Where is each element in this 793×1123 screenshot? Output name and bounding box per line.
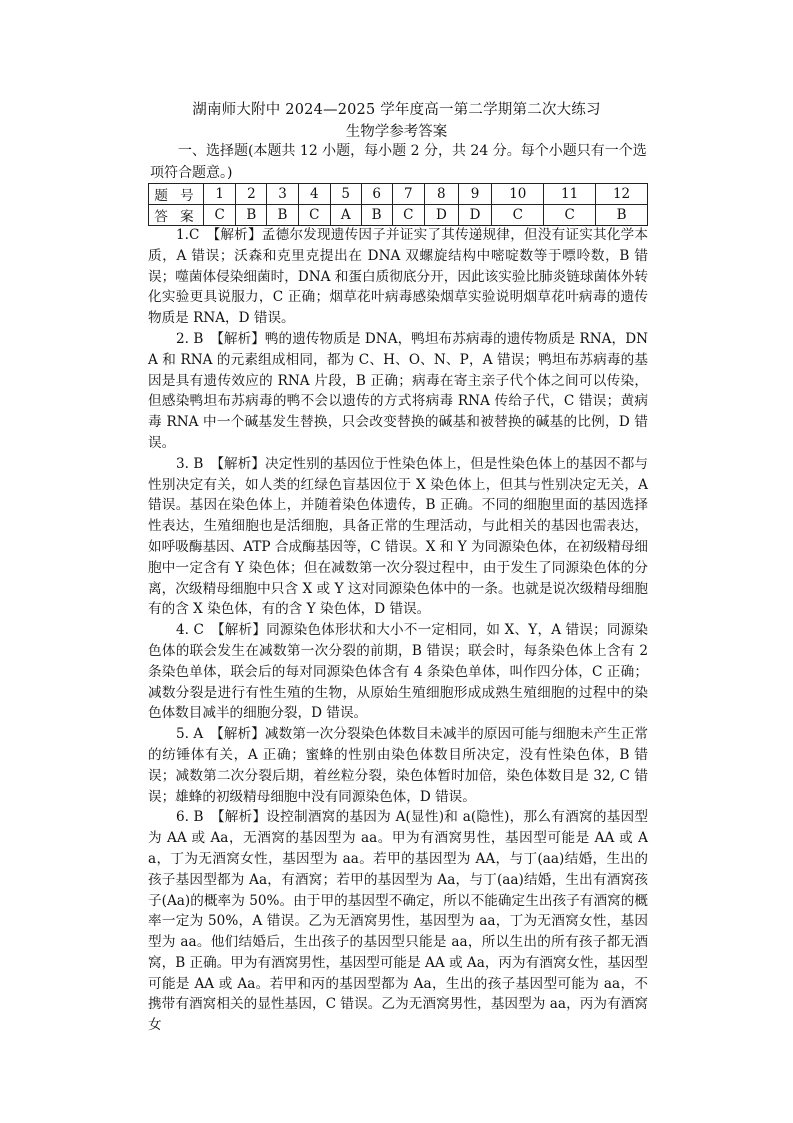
explanation-5: 5. A 【解析】减数第一次分裂染色体数目未减半的原因可能与细胞未产生正常的纺锤体有关，A 正确；蜜蜂的性别由染色体数目所决定，没有性染色体，B 错误；减数第二次分裂后期，着丝粒分裂，染色体暂时加倍，染色体数目是 32, C 错误；雄蜂的初级精母细胞中没有同源染色体，D 错误。 (148, 726, 648, 805)
answer-cell: C (492, 205, 544, 226)
question-number: 7 (392, 184, 424, 205)
question-number: 8 (425, 184, 459, 205)
answer-cell: D (458, 205, 492, 226)
answer-table (148, 183, 648, 226)
question-number: 11 (544, 184, 596, 205)
section-instruction: 一、选择题(本题共 12 小题，每小题 2 分，共 24 分。每个小题只有一个选项符合题意。) (150, 143, 647, 181)
explanation-6: 6. B 【解析】设控制酒窝的基因为 A(显性)和 a(隐性)，那么有酒窝的基因型为 AA 或 Aa，无酒窝的基因型为 aa。甲为有酒窝男性，基因型可能是 AA 或 Aa，丁为无酒窝女性，基因型为 aa。若甲的基因型为 AA，与丁(aa)结婚，生出的孩子基因型都为 Aa，有酒窝；若甲的基因型为 Aa，与丁(aa)结婚，生出有酒窝孩子(Aa)的概率为 50%。由于甲的基因型不确定，所以不能确定生出孩子有酒窝的概率一定为 50%，A 错误。乙为无酒窝男性，基因型为 aa，丁为无酒窝女性，基因型为 aa。他们结婚后，生出孩子的基因型只能是 aa，所以生出的所有孩子都无酒窝，B 正确。甲为有酒窝男性，基因型可能是 AA 或 Aa，丙为有酒窝女性，基因型可能是 AA 或 Aa。若甲和丙的基因型都为 Aa，生出的孩子基因型可能为 aa，不携带有酒窝相关的显性基因，C 错误。乙为无酒窝男性，基因型为 aa，丙为有酒窝女 (148, 809, 648, 1034)
answer-cell: C (544, 205, 596, 226)
answer-cell: B (596, 205, 648, 226)
answer-cell: B (361, 205, 392, 226)
answer-cell: C (298, 205, 330, 226)
question-number: 10 (492, 184, 544, 205)
explanation-3: 3. B 【解析】决定性别的基因位于性染色体上，但是性染色体上的基因不都与性别决定有关，如人类的红绿色盲基因位于 X 染色体上，但其与性别决定无关，A 错误。基因在染色体上，并随着染色体遗传，B 正确。不同的细胞里面的基因选择性表达，生殖细胞也是活细胞，具备正常的生理活动，与此相关的基因也需表达，如呼吸酶基因、ATP 合成酶基因等，C 错误。X 和 Y 为同源染色体，在初级精母细胞中一定含有 Y 染色体；但在减数第一次分裂过程中，由于发生了同源染色体的分离，次级精母细胞中只含 X 或 Y 这对同源染色体中的一条。也就是说次级精母细胞有的含 X 染色体，有的含 Y 染色体，D 错误。 (148, 455, 648, 618)
answer-cell: B (267, 205, 298, 226)
question-number: 5 (330, 184, 361, 205)
answer-cell: B (236, 205, 267, 226)
row-label-number: 题 号 (149, 184, 204, 205)
question-number: 4 (298, 184, 330, 205)
explanation-4: 4. C 【解析】同源染色体形状和大小不一定相同，如 X、Y，A 错误；同源染色体的联会发生在减数第一次分裂的前期，B 错误；联会时，每条染色体上含有 2 条染色单体，联会后的每对同源染色体含有 4 条染色单体，叫作四分体，C 正确；减数分裂是进行有性生殖的生物，从原始生殖细胞形成成熟生殖细胞的过程中的染色体数目减半的细胞分裂，D 错误。 (148, 622, 648, 722)
answer-cell: A (330, 205, 361, 226)
answer-table-number-row (149, 184, 648, 205)
row-label-answer: 答 案 (149, 205, 204, 226)
question-number: 1 (204, 184, 236, 205)
document-subtitle: 生物学参考答案 (345, 124, 448, 140)
question-number: 6 (361, 184, 392, 205)
answer-cell: D (425, 205, 459, 226)
explanation-2: 2. B 【解析】鸭的遗传物质是 DNA，鸭坦布苏病毒的遗传物质是 RNA，DNA 和 RNA 的元素组成相同，都为 C、H、O、N、P，A 错误；鸭坦布苏病毒的基因是具有遗传效应的 RNA 片段，B 正确；病毒在寄主亲子代个体之间可以传染，但感染鸭坦布苏病毒的鸭不会以遗传的方式将病毒 RNA 传给子代，C 错误；黄病毒 RNA 中一个碱基发生替换，只会改变替换的碱基和被替换的碱基的比例，D 错误。 (148, 330, 648, 451)
question-number: 2 (236, 184, 267, 205)
answer-cell: C (392, 205, 424, 226)
answer-table-answer-row (149, 205, 648, 226)
document-title: 湖南师大附中 2024—2025 学年度高一第二学期第二次大练习 (192, 102, 601, 118)
question-number: 9 (458, 184, 492, 205)
question-number: 3 (267, 184, 298, 205)
answer-cell: C (204, 205, 236, 226)
explanation-1: 1.C 【解析】孟德尔发现遗传因子并证实了其传递规律，但没有证实其化学本质，A 错误；沃森和克里克提出在 DNA 双螺旋结构中嘧啶数等于嘌呤数，B 错误；噬菌体侵染细菌时，DNA 和蛋白质彻底分开，因此该实验比肺炎链球菌体外转化实验更具说服力，C 正确；烟草花叶病毒感染烟草实验说明烟草花叶病毒的遗传物质是 RNA，D 错误。 (148, 227, 648, 327)
explanations (148, 225, 648, 1036)
question-number: 12 (596, 184, 648, 205)
